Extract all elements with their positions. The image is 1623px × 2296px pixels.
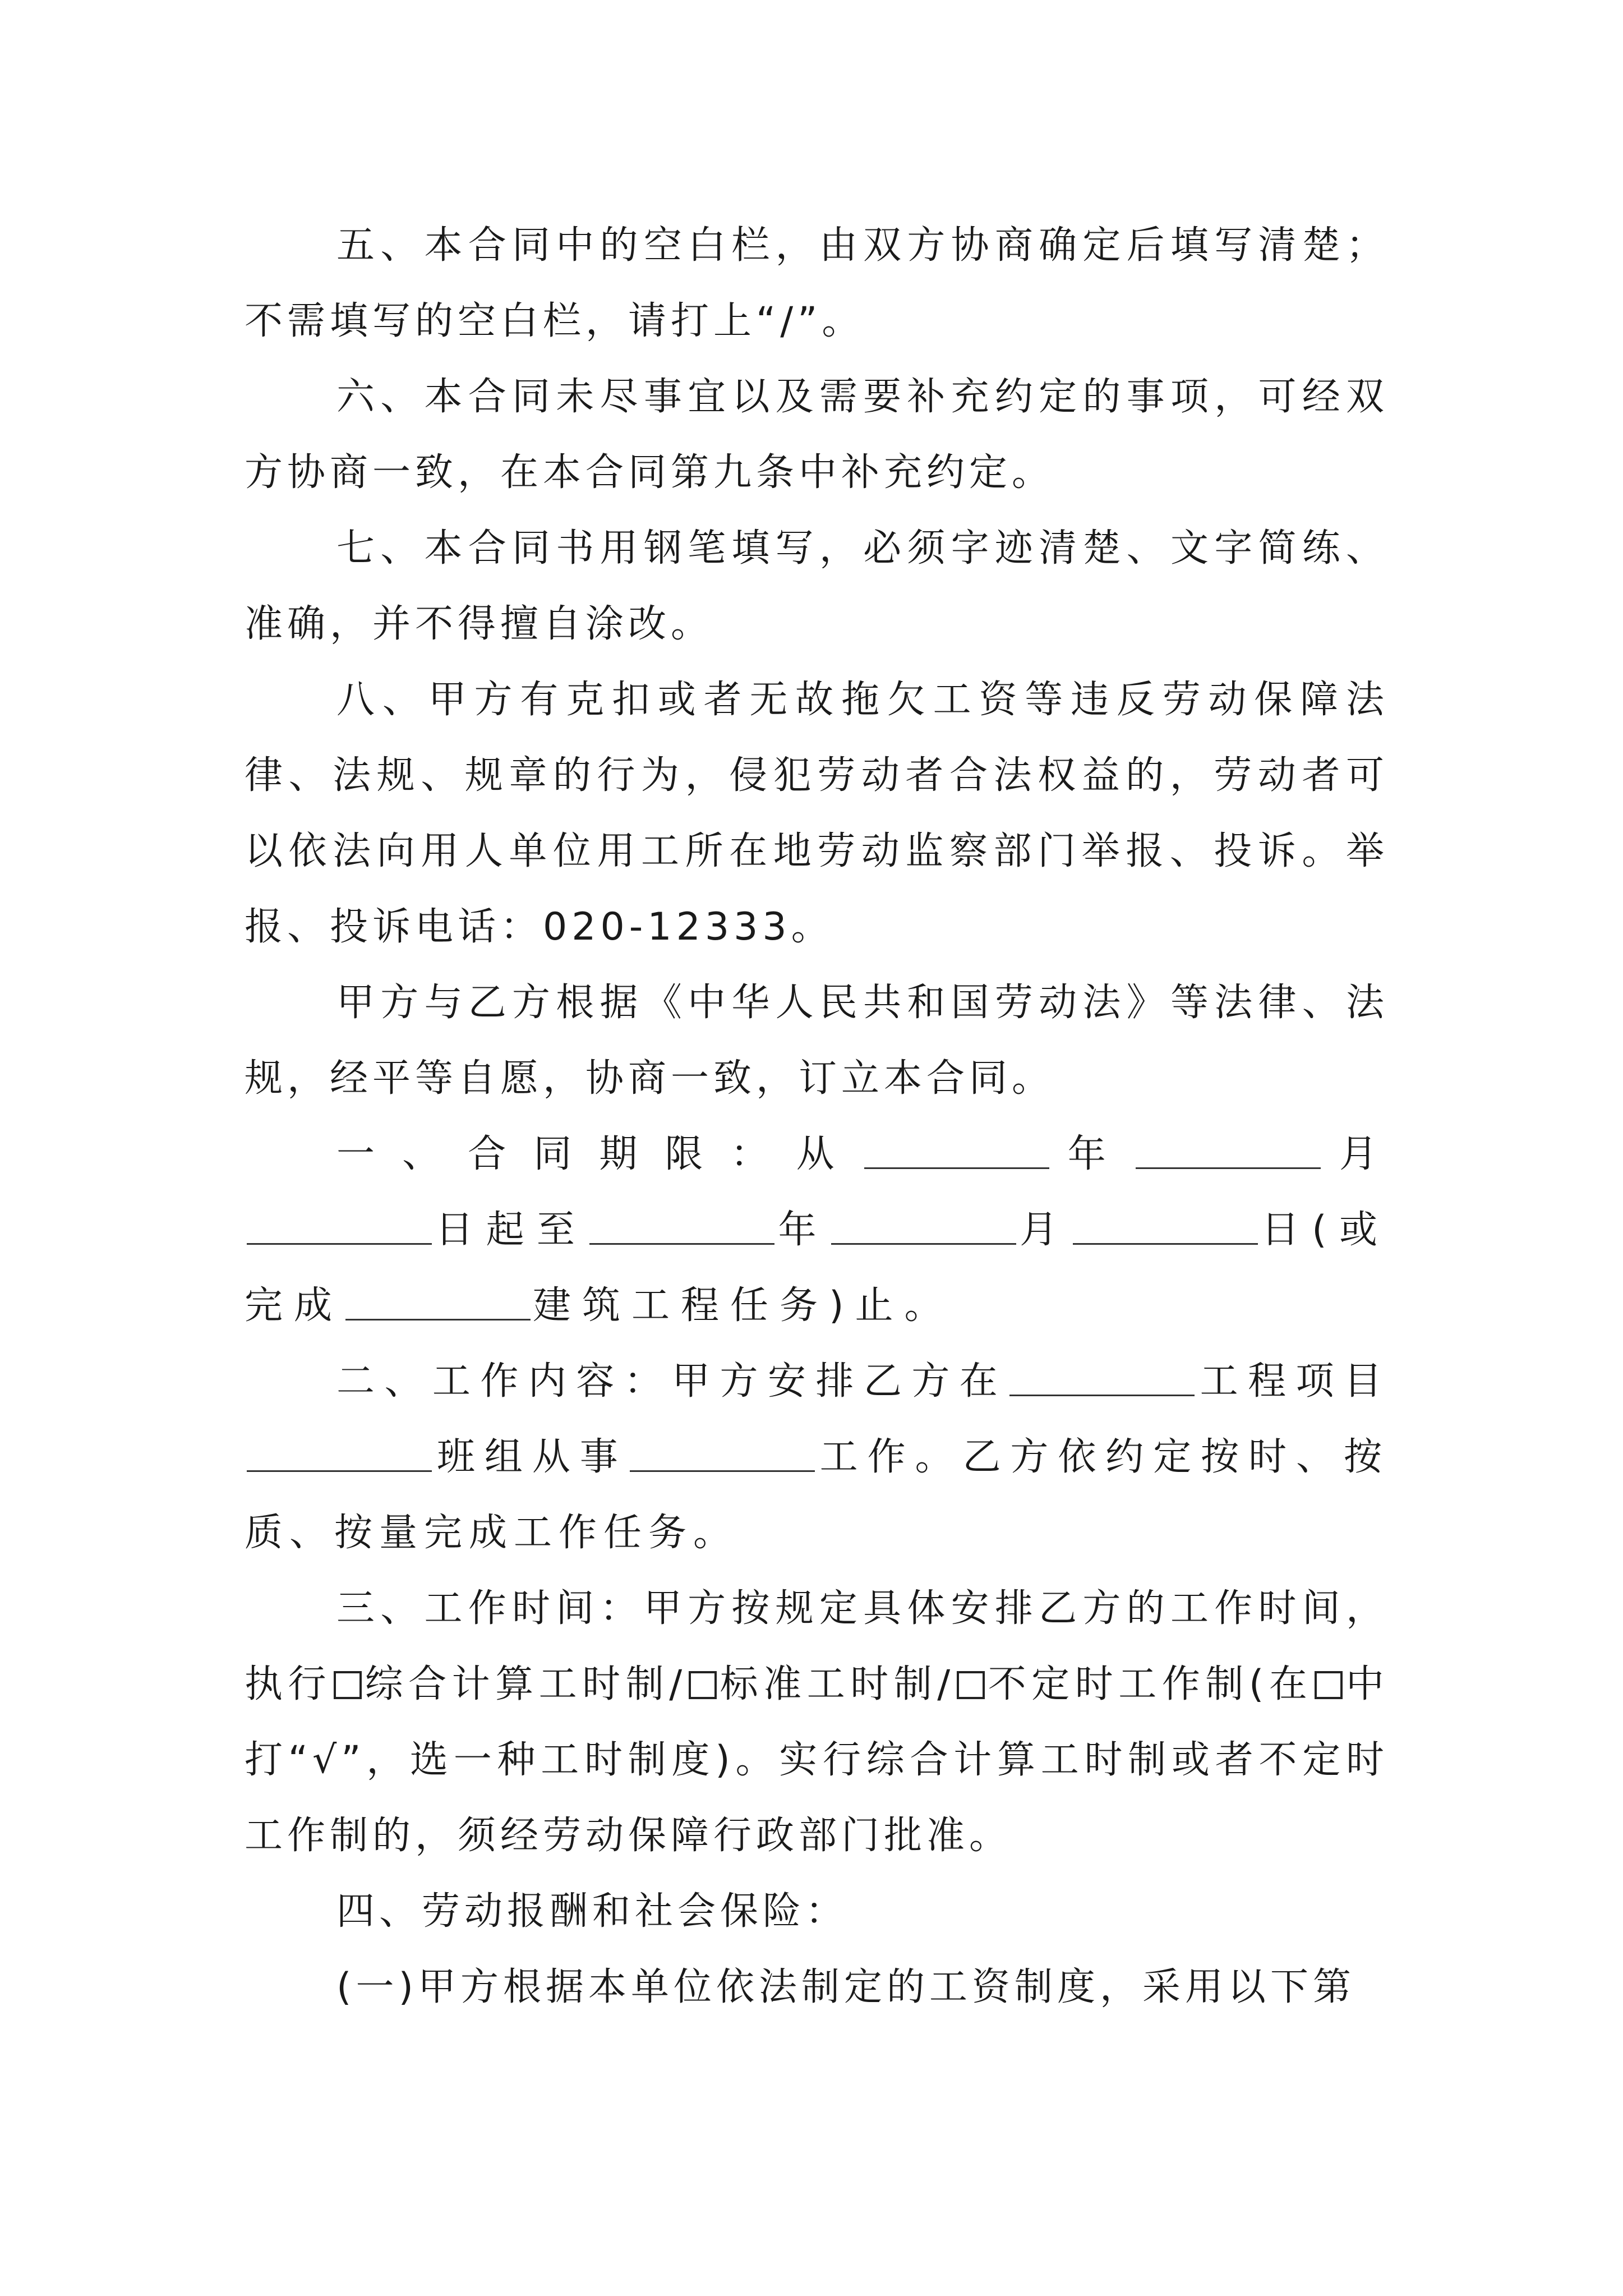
clause-4-sub-1 [245,1949,1389,2025]
opt-comprehensive: 综合计算工时制/ [364,1662,687,1706]
document-body [245,208,1389,2025]
month-label-2: 月 [1018,1208,1071,1252]
day-from-label: 日起至 [434,1208,588,1252]
clause-1-term [245,1116,1389,1343]
end-month-blank[interactable] [831,1209,1016,1245]
day-to-label: 日(或完成 [245,1208,1389,1328]
clause-3-hours [245,1571,1389,1874]
month-label: 月 [1322,1132,1389,1176]
clause-3-mark: 中打“√”，选一种工时制度)。实行综合计算工时制或者不定时工作制的，须经劳动保障行政部门批准。 [245,1662,1389,1858]
opt-flexible: 不定时工作制(在 [987,1662,1313,1706]
flexible-hours-checkbox[interactable] [957,1671,985,1699]
item-6 [245,359,1389,510]
clause-1-lead: 一、合同期限：从 [336,1132,862,1176]
example-checkbox [1315,1671,1343,1699]
project-blank[interactable] [1009,1361,1195,1396]
item-8 [245,662,1389,965]
item-6-text: 六、本合同未尽事宜以及需要补充约定的事项，可经双方协商一致，在本合同第九条中补充约定。 [245,375,1389,495]
standard-hours-checkbox[interactable] [689,1671,717,1699]
clause-4-sub-1-text: (一)甲方根据本单位依法制定的工资制度，采用以下第 [336,1965,1356,2009]
clause-1-tail: 建筑工程任务)止。 [533,1283,954,1328]
clause-4-title [245,1874,1389,1949]
start-year-blank[interactable] [864,1134,1049,1169]
year-label: 年 [1051,1132,1133,1176]
comprehensive-hours-checkbox[interactable] [334,1671,362,1699]
team-blank[interactable] [247,1437,432,1472]
team-label: 班组从事 [434,1435,628,1479]
start-day-blank[interactable] [247,1209,432,1245]
item-5 [245,208,1389,359]
task-blank[interactable] [345,1285,531,1320]
job-blank[interactable] [630,1437,815,1472]
opt-standard: 标准工时制/ [719,1662,955,1706]
clause-4-title-text: 四、劳动报酬和社会保险： [336,1889,849,1934]
preamble-text: 甲方与乙方根据《中华人民共和国劳动法》等法律、法规，经平等自愿，协商一致，订立本合同。 [245,981,1389,1101]
project-label: 工程项目 [1197,1359,1389,1404]
clause-2-lead: 二、工作内容：甲方安排乙方在 [336,1359,1008,1404]
clause-2-content [245,1343,1389,1571]
item-8-text: 八、甲方有克扣或者无故拖欠工资等违反劳动保障法律、法规、规章的行为，侵犯劳动者合法权益的，劳动者可以依法向用人单位用工所在地劳动监察部门举报、投诉。举报、投诉电话：020-12333。 [245,678,1389,949]
start-month-blank[interactable] [1136,1134,1321,1169]
end-year-blank[interactable] [589,1209,774,1245]
end-day-blank[interactable] [1073,1209,1258,1245]
item-5-text: 五、本合同中的空白栏，由双方协商确定后填写清楚；不需填写的空白栏，请打上“/”。 [245,223,1389,343]
item-7-text: 七、本合同书用钢笔填写，必须字迹清楚、文字简练、准确，并不得擅自涂改。 [245,526,1389,646]
clause-2-tail: 工作。乙方依约定按时、按质、按量完成工作任务。 [245,1435,1389,1555]
year-label-2: 年 [777,1208,829,1252]
item-7 [245,510,1389,662]
preamble [245,965,1389,1116]
clause-3-lead: 三、工作时间：甲方按规定具体安排乙方的工作时间，执行 [245,1586,1389,1706]
